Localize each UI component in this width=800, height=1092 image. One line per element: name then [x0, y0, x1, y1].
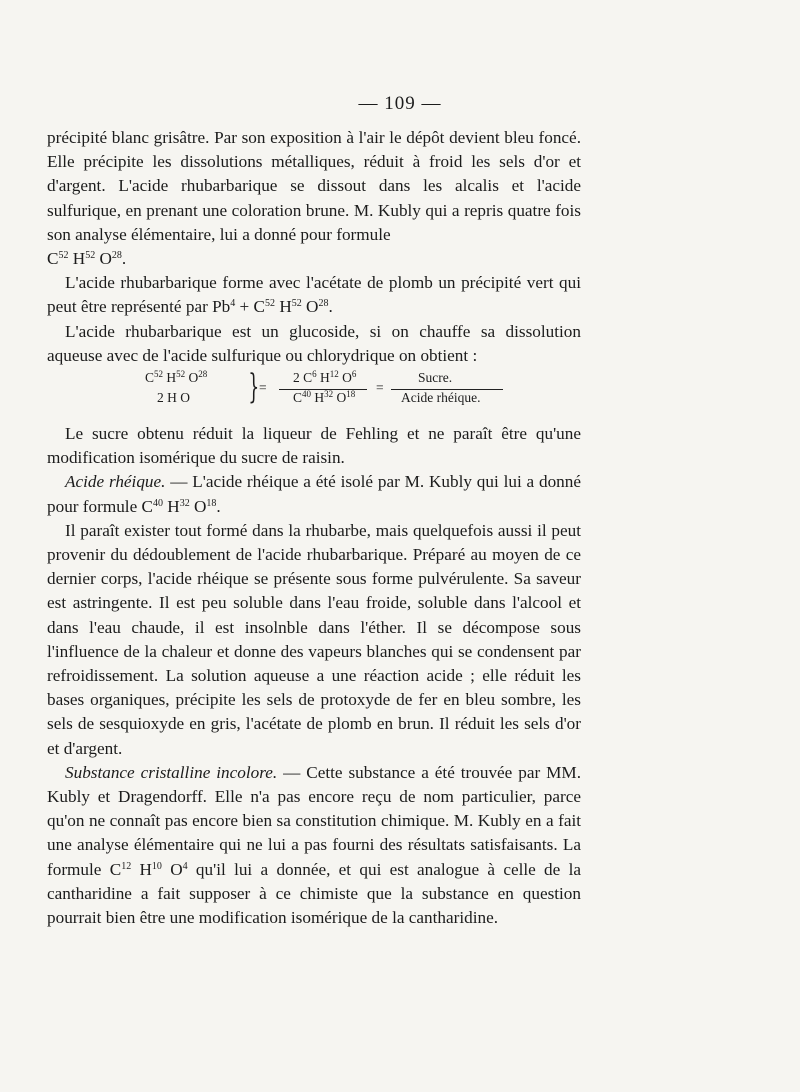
paragraph-1	[47, 126, 581, 271]
body-text	[47, 126, 581, 930]
paragraph-6: Il paraît exister tout formé dans la rhubarbe, mais quelquefois aussi il peut provenir du dédoublement de l'acide rhubarbarique. Préparé au moyen de ce dernier corps, l'acide rhéique se présente sous forme pulvérulente. Sa saveur est astringente. Il est peu soluble dans l'eau froide, soluble dans l'alcool et dans l'eau chaude, il est insolnble dans l'éther. Il se décompose sous l'influence de la chaleur et donne des vapeurs blanches qui se condensent par refroidissement. La solution aqueuse a une réaction acide ; elle réduit les bases organiques, précipite les sels de protoxyde de fer en bleu sombre, les sels de sesquioxyde en gris, l'acétate de plomb en brun. Il réduit les sels d'or et d'argent.	[47, 520, 581, 758]
paragraph-7: Substance cristalline incolore. — Cette substance a été trouvée par MM. Kubly et Dragendorff. Elle n'a pas encore reçu de nom particulier, parce qu'on ne connaît pas encore bien sa constitution chimique. M. Kubly en a fait une analyse élémentaire qui ne lui a pas fourni des résultats satisfaisants. La formule $C^{12}$ $H^{10}$ $O^4$ qu'il lui a donnée, et qui est analogue à celle de la cantharidine a fait supposer à ce chimiste que la substance en question pourrait bien être une modification isomérique de la cantharidine.	[47, 762, 581, 928]
section-title-crystalline-substance: Substance cristalline incolore.	[65, 762, 278, 782]
page-number: — 109 —	[358, 93, 442, 114]
equation-right-bottom: $C^{40}$ $H^{32}$ $O^{18}$	[293, 389, 356, 406]
formula-rhubarbaric-acid: $C^{52}$ $H^{52}$ $O^{28}$.	[47, 249, 127, 269]
equation-product-sugar: Sucre.	[418, 370, 453, 386]
equation-left-top: $C^{52}$ $H^{52}$ $O^{28}$	[145, 369, 208, 386]
paragraph-5: Acide rhéique. — L'acide rhéique a été isolé par M. Kubly qui lui a donné pour formule $C^{40}$ $H^{32}$ $O^{18}$.	[47, 472, 581, 516]
equation-equals: =	[259, 380, 267, 396]
paragraph-4: Le sucre obtenu réduit la liqueur de Fehling et ne paraît être qu'une modification isomérique du sucre de raisin.	[47, 424, 581, 468]
chemical-equation	[47, 367, 581, 418]
paragraph-3: L'acide rhubarbarique est un glucoside, si on chauffe sa dissolution aqueuse avec de l'acide sulfurique ou chlorydrique on obtient :	[47, 321, 581, 365]
section-title-rheic-acid: Acide rhéique.	[65, 472, 166, 492]
paragraph-2: L'acide rhubarbarique forme avec l'acétate de plomb un précipité vert qui peut être représenté par $Pb^4 + C^{52}$ $H^{52}$ $O^{28}$.	[47, 273, 581, 317]
equation-right-top: 2 $C^6$ $H^{12}$ $O^6$	[293, 369, 357, 386]
equation-brace: }	[248, 367, 260, 408]
paragraph-1-text: précipité blanc grisâtre. Par son exposition à l'air le dépôt devient bleu foncé. Elle précipite les dissolutions métalliques, réduit à froid les sels d'or et d'argent. L'acide rhubarbarique se dissout dans les alcalis et l'acide sulfurique, en prenant une coloration brune. M. Kubly qui a repris quatre fois son analyse élémentaire, lui a donné pour formule	[47, 128, 581, 244]
equation-left-bottom: 2 H O	[157, 390, 190, 406]
equation-equals-2: =	[376, 380, 384, 396]
equation-product-rheic-acid: Acide rhéique.	[401, 390, 481, 406]
